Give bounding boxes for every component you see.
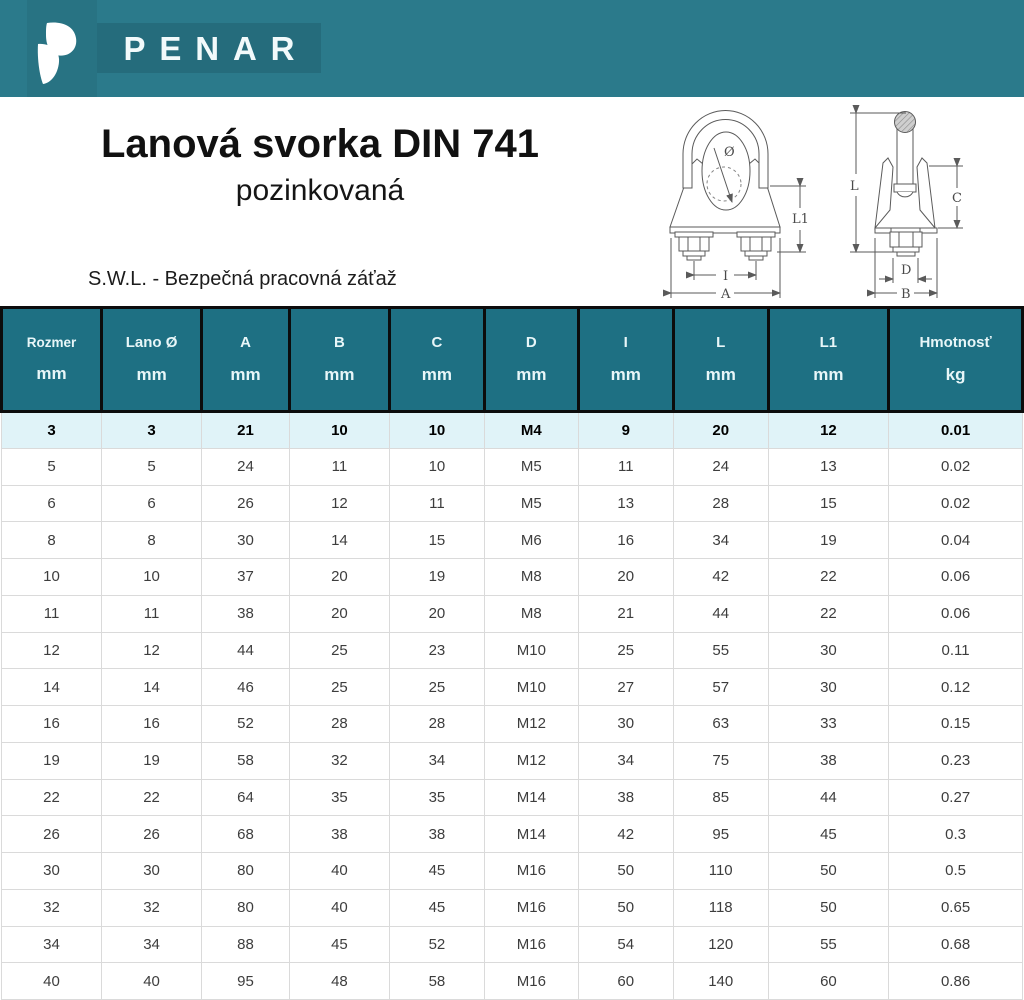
table-row [2, 963, 1023, 1000]
table-cell: 11 [578, 448, 673, 485]
table-cell: 35 [389, 779, 484, 816]
table-cell: 38 [578, 779, 673, 816]
table-cell: 0.06 [889, 595, 1023, 632]
table-cell: 20 [673, 412, 768, 449]
table-cell: 11 [2, 595, 102, 632]
table-cell: 0.02 [889, 485, 1023, 522]
table-cell: 64 [202, 779, 290, 816]
table-cell: 0.15 [889, 706, 1023, 743]
table-cell: 30 [102, 853, 202, 890]
table-cell: 60 [768, 963, 888, 1000]
table-cell: 22 [768, 559, 888, 596]
table-cell: 16 [102, 706, 202, 743]
table-cell: 68 [202, 816, 290, 853]
table-row [2, 412, 1023, 449]
table-cell: 0.65 [889, 889, 1023, 926]
table-row [2, 926, 1023, 963]
column-header: L mm [673, 308, 768, 412]
spec-table [0, 306, 1024, 1000]
table-cell: 12 [2, 632, 102, 669]
table-cell: 40 [2, 963, 102, 1000]
table-row [2, 522, 1023, 559]
table-cell: 20 [289, 595, 389, 632]
table-cell: 28 [389, 706, 484, 743]
table-cell: 0.12 [889, 669, 1023, 706]
table-cell: 52 [202, 706, 290, 743]
table-cell: 26 [202, 485, 290, 522]
table-cell: 32 [289, 742, 389, 779]
table-header-row [2, 308, 1023, 412]
table-cell: 110 [673, 853, 768, 890]
title-block [25, 120, 615, 208]
table-cell: 8 [2, 522, 102, 559]
table-cell: 0.04 [889, 522, 1023, 559]
table-cell: 120 [673, 926, 768, 963]
column-header: Hmotnosť kg [889, 308, 1023, 412]
table-row [2, 706, 1023, 743]
table-cell: 10 [389, 448, 484, 485]
table-cell: M14 [484, 816, 578, 853]
table-cell: 16 [2, 706, 102, 743]
table-cell: 40 [102, 963, 202, 1000]
table-cell: M8 [484, 559, 578, 596]
table-cell: 28 [673, 485, 768, 522]
dim-label-c: C [952, 191, 962, 206]
table-cell: M16 [484, 926, 578, 963]
table-cell: 45 [389, 853, 484, 890]
table-cell: 10 [102, 559, 202, 596]
table-row [2, 632, 1023, 669]
table-cell: 12 [768, 412, 888, 449]
table-cell: 32 [102, 889, 202, 926]
column-header: Lano Ø mm [102, 308, 202, 412]
table-cell: 22 [768, 595, 888, 632]
table-cell: 55 [768, 926, 888, 963]
table-cell: 23 [389, 632, 484, 669]
table-cell: 30 [2, 853, 102, 890]
table-cell: 118 [673, 889, 768, 926]
swl-note: S.W.L. - Bezpečná pracovná záťaž [88, 268, 397, 290]
table-cell: 52 [389, 926, 484, 963]
table-cell: 40 [289, 889, 389, 926]
table-cell: M14 [484, 779, 578, 816]
table-cell: 38 [289, 816, 389, 853]
table-cell: 25 [578, 632, 673, 669]
table-cell: M16 [484, 853, 578, 890]
table-cell: 34 [2, 926, 102, 963]
table-cell: 30 [768, 669, 888, 706]
table-cell: 21 [578, 595, 673, 632]
table-cell: 44 [202, 632, 290, 669]
table-cell: M8 [484, 595, 578, 632]
dim-label-b: B [901, 287, 911, 300]
dim-label-l: L [850, 179, 859, 194]
table-cell: 0.01 [889, 412, 1023, 449]
table-cell: M12 [484, 742, 578, 779]
table-cell: 0.5 [889, 853, 1023, 890]
table-cell: 32 [2, 889, 102, 926]
table-row [2, 816, 1023, 853]
table-cell: 21 [202, 412, 290, 449]
table-cell: 38 [202, 595, 290, 632]
table-cell: 50 [768, 853, 888, 890]
table-cell: 25 [289, 632, 389, 669]
table-cell: 20 [289, 559, 389, 596]
table-cell: 42 [673, 559, 768, 596]
table-cell: 0.86 [889, 963, 1023, 1000]
table-cell: 50 [578, 889, 673, 926]
table-cell: 0.3 [889, 816, 1023, 853]
table-cell: 40 [289, 853, 389, 890]
table-cell: M4 [484, 412, 578, 449]
table-cell: 55 [673, 632, 768, 669]
table-cell: 80 [202, 853, 290, 890]
table-cell: M10 [484, 632, 578, 669]
table-cell: 38 [389, 816, 484, 853]
page-subtitle: pozinkovaná [235, 174, 405, 207]
table-cell: 9 [578, 412, 673, 449]
table-cell: 80 [202, 889, 290, 926]
table-cell: 57 [673, 669, 768, 706]
table-cell: 13 [578, 485, 673, 522]
table-cell: 45 [768, 816, 888, 853]
table-cell: 44 [673, 595, 768, 632]
table-cell: 24 [202, 448, 290, 485]
table-cell: 6 [102, 485, 202, 522]
table-cell: 15 [768, 485, 888, 522]
table-cell: 19 [102, 742, 202, 779]
table-cell: 0.06 [889, 559, 1023, 596]
table-cell: 58 [389, 963, 484, 1000]
column-header: C mm [389, 308, 484, 412]
table-cell: 5 [2, 448, 102, 485]
table-cell: 50 [768, 889, 888, 926]
dim-label-l1: L1 [792, 212, 809, 227]
table-cell: 11 [102, 595, 202, 632]
table-cell: 48 [289, 963, 389, 1000]
table-cell: M16 [484, 889, 578, 926]
table-cell: 95 [202, 963, 290, 1000]
brand-name-box [97, 23, 321, 73]
table-cell: 28 [289, 706, 389, 743]
dim-label-i: I [723, 269, 729, 284]
table-cell: 19 [389, 559, 484, 596]
table-cell: 50 [578, 853, 673, 890]
table-cell: 58 [202, 742, 290, 779]
brand-name: PENAR [123, 29, 309, 67]
dim-label-diameter: Ø [724, 145, 735, 160]
table-cell: 10 [2, 559, 102, 596]
table-cell: M5 [484, 485, 578, 522]
table-cell: M10 [484, 669, 578, 706]
table-cell: 34 [389, 742, 484, 779]
table-cell: 10 [389, 412, 484, 449]
table-cell: 46 [202, 669, 290, 706]
table-cell: 30 [578, 706, 673, 743]
table-cell: 27 [578, 669, 673, 706]
column-header: B mm [289, 308, 389, 412]
table-row [2, 889, 1023, 926]
table-cell: 45 [289, 926, 389, 963]
table-cell: 24 [673, 448, 768, 485]
table-cell: 54 [578, 926, 673, 963]
table-cell: 88 [202, 926, 290, 963]
table-row [2, 742, 1023, 779]
column-header: A mm [202, 308, 290, 412]
table-cell: 14 [102, 669, 202, 706]
table-cell: 63 [673, 706, 768, 743]
top-brand-bar [0, 0, 1024, 97]
table-cell: 16 [578, 522, 673, 559]
table-cell: 38 [768, 742, 888, 779]
table-cell: 30 [202, 522, 290, 559]
table-cell: 26 [102, 816, 202, 853]
technical-drawing [650, 100, 1024, 300]
table-cell: 42 [578, 816, 673, 853]
dim-label-a: A [721, 287, 731, 300]
table-cell: 34 [102, 926, 202, 963]
table-cell: 60 [578, 963, 673, 1000]
column-header: I mm [578, 308, 673, 412]
table-cell: M5 [484, 448, 578, 485]
table-cell: 13 [768, 448, 888, 485]
table-cell: 34 [673, 522, 768, 559]
table-cell: 19 [768, 522, 888, 559]
table-row [2, 779, 1023, 816]
table-cell: 11 [389, 485, 484, 522]
column-header: D mm [484, 308, 578, 412]
table-cell: 75 [673, 742, 768, 779]
table-cell: 20 [578, 559, 673, 596]
penar-leaf-logo-icon [36, 17, 92, 87]
dim-label-d: D [901, 263, 912, 278]
table-cell: 34 [578, 742, 673, 779]
table-cell: 0.68 [889, 926, 1023, 963]
table-cell: 14 [2, 669, 102, 706]
table-cell: M16 [484, 963, 578, 1000]
table-row [2, 559, 1023, 596]
table-cell: 85 [673, 779, 768, 816]
table-cell: 19 [2, 742, 102, 779]
table-cell: 15 [389, 522, 484, 559]
page-title: Lanová svorka DIN 741 [101, 122, 539, 166]
table-row [2, 669, 1023, 706]
table-cell: 44 [768, 779, 888, 816]
table-cell: 0.27 [889, 779, 1023, 816]
table-cell: 22 [2, 779, 102, 816]
table-cell: 140 [673, 963, 768, 1000]
table-row [2, 595, 1023, 632]
table-cell: 22 [102, 779, 202, 816]
table-cell: 26 [2, 816, 102, 853]
table-cell: 33 [768, 706, 888, 743]
table-body [2, 412, 1023, 1000]
table-cell: 12 [289, 485, 389, 522]
table-row [2, 485, 1023, 522]
table-cell: 25 [289, 669, 389, 706]
table-cell: 5 [102, 448, 202, 485]
column-header: Rozmer mm [2, 308, 102, 412]
table-cell: 11 [289, 448, 389, 485]
table-cell: 0.11 [889, 632, 1023, 669]
table-cell: 8 [102, 522, 202, 559]
table-cell: 25 [389, 669, 484, 706]
table-cell: 37 [202, 559, 290, 596]
table-cell: 20 [389, 595, 484, 632]
table-cell: 0.02 [889, 448, 1023, 485]
table-cell: 30 [768, 632, 888, 669]
table-cell: 45 [389, 889, 484, 926]
table-row [2, 448, 1023, 485]
column-header: L1 mm [768, 308, 888, 412]
table-cell: 35 [289, 779, 389, 816]
table-cell: 3 [102, 412, 202, 449]
table-cell: M12 [484, 706, 578, 743]
table-row [2, 853, 1023, 890]
table-cell: M6 [484, 522, 578, 559]
table-cell: 14 [289, 522, 389, 559]
table-header [2, 308, 1023, 412]
table-cell: 10 [289, 412, 389, 449]
table-cell: 95 [673, 816, 768, 853]
table-cell: 12 [102, 632, 202, 669]
table-cell: 6 [2, 485, 102, 522]
table-cell: 3 [2, 412, 102, 449]
table-cell: 0.23 [889, 742, 1023, 779]
